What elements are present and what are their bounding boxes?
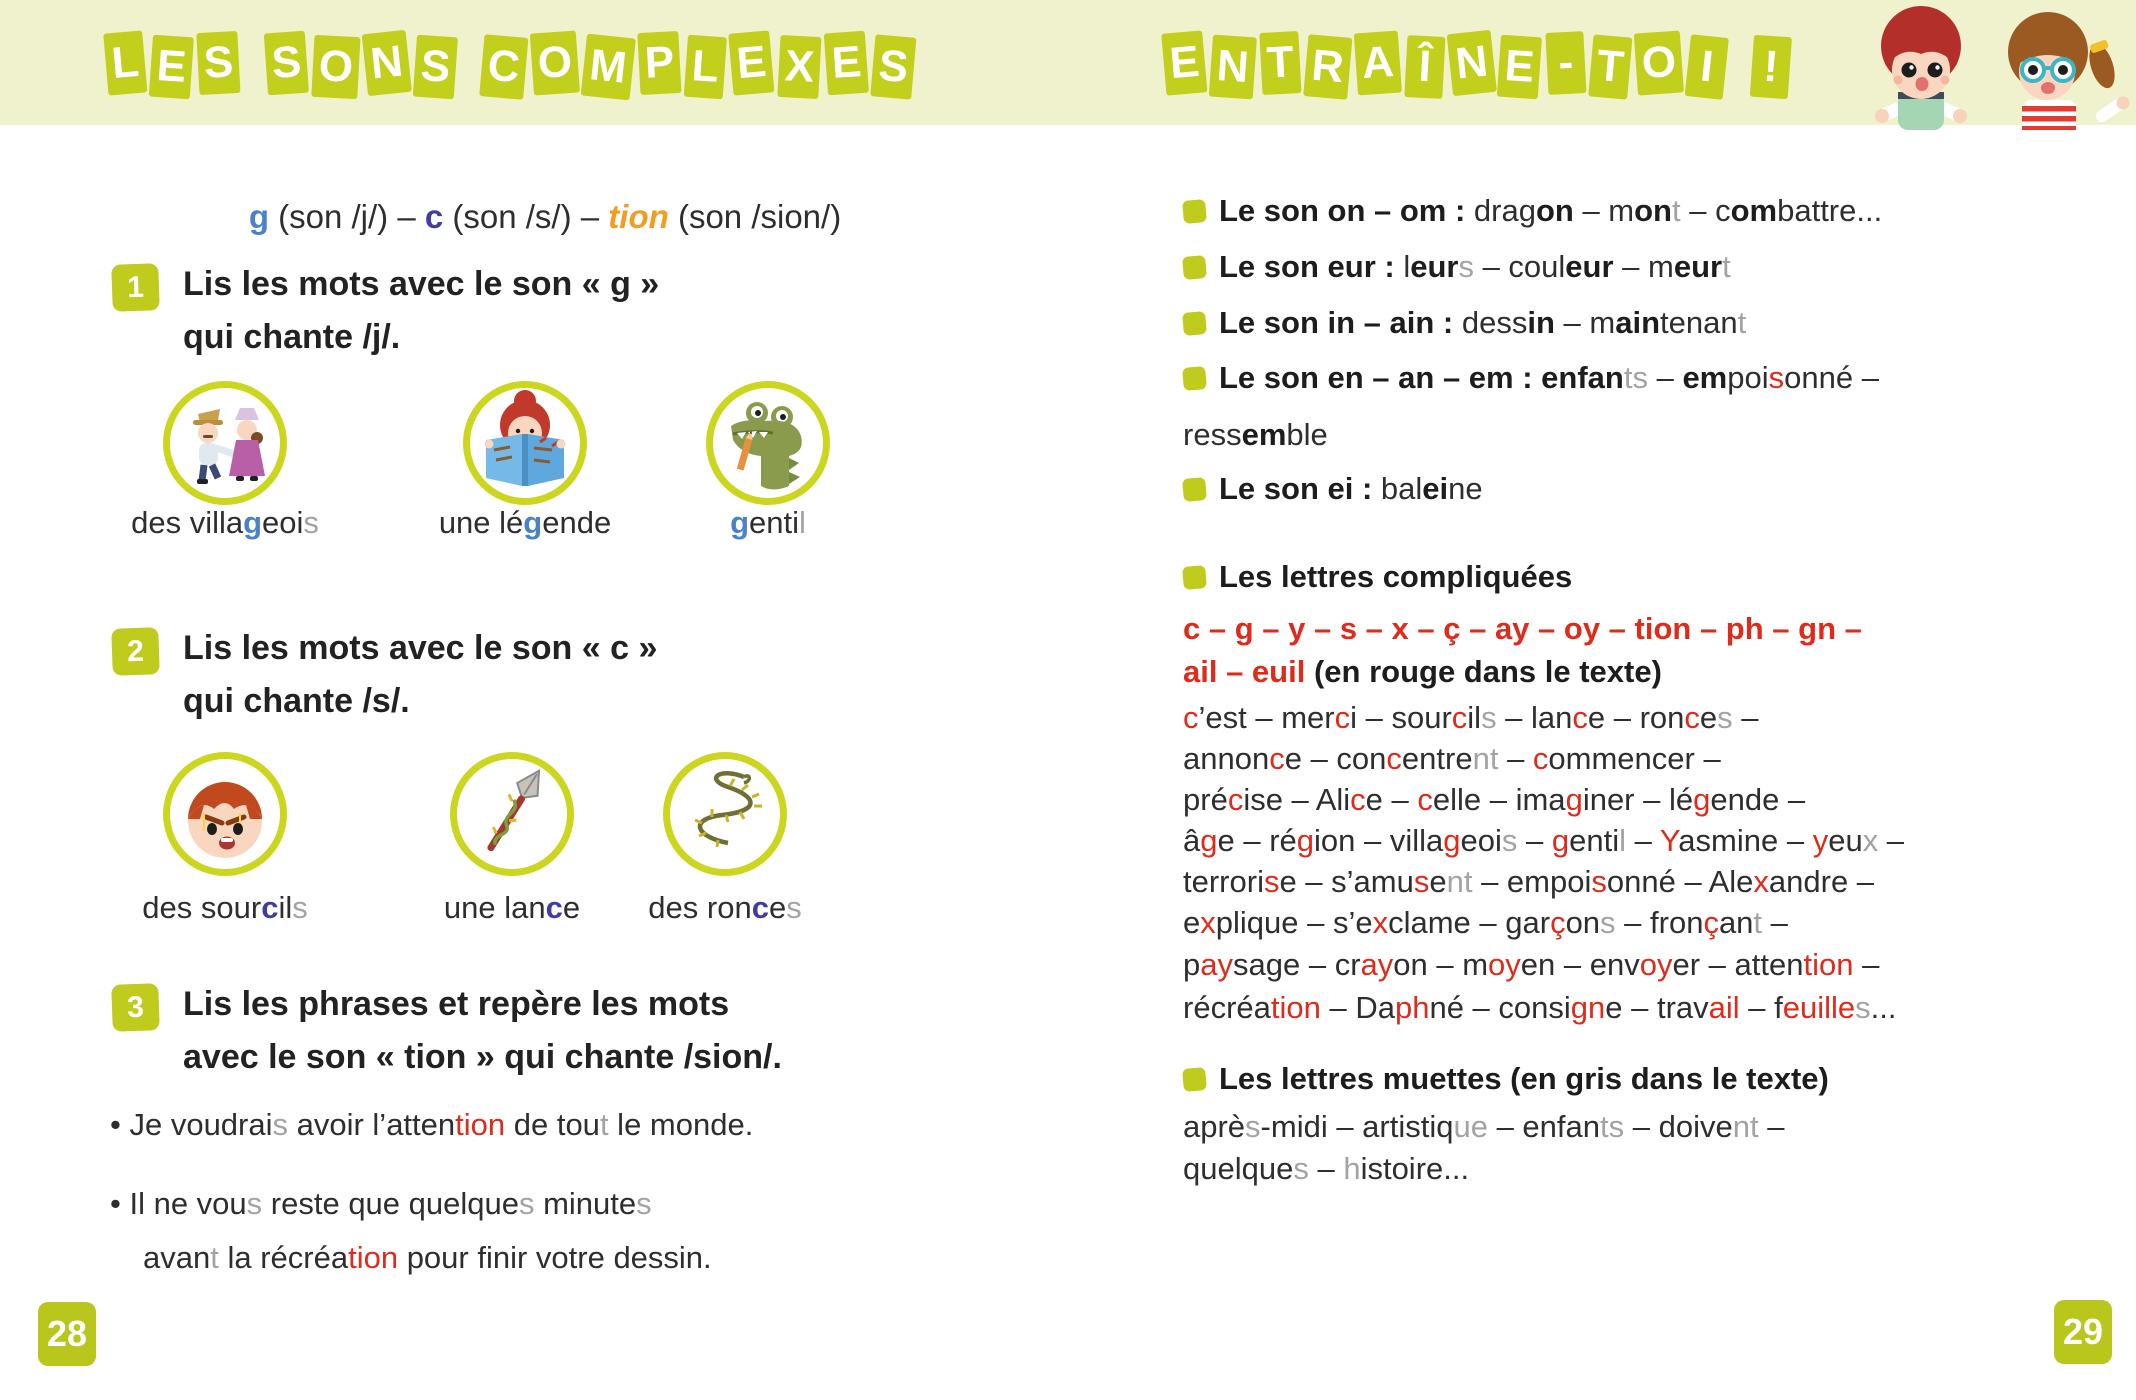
spear-drawing xyxy=(457,759,567,869)
exercise-3-title xyxy=(183,978,782,1084)
exercise-3-number: 3 xyxy=(111,983,160,1032)
son-text: Le son en – an – em : enfants – empoisonné – xyxy=(1219,360,1879,395)
word-line: précise – Alice – celle – imaginer – légende – xyxy=(1183,782,1806,817)
bullet-square-icon xyxy=(1182,255,1207,280)
crocodile-drawing xyxy=(713,388,823,498)
left-page-title: L E S S O N S C O M P L E X E S xyxy=(103,34,918,96)
exercise-line: Lis les mots avec le son « c » xyxy=(183,629,658,667)
son-text: Le son in – ain : dessin – maintenant xyxy=(1219,305,1747,340)
exercise-1-number: 1 xyxy=(111,263,160,312)
word-line: paysage – crayon – moyen – envoyer – attention – xyxy=(1183,947,1880,982)
villageois-image xyxy=(163,381,287,505)
caption-sourcils: des sourcils xyxy=(142,890,308,925)
page-number-right: 29 xyxy=(2054,1300,2112,1364)
boy-illustration xyxy=(1875,6,1967,130)
bullet-square-icon xyxy=(1182,199,1207,224)
ronces-image xyxy=(663,752,787,876)
caption-lance: une lance xyxy=(443,890,581,925)
complicated-letters-list-2: ail – euil (en rouge dans le texte) xyxy=(1183,654,1662,689)
word-line: terrorise – s’amusent – empoisonné – Alexandre – xyxy=(1183,864,1875,899)
word-line: âge – région – villageois – gentil – Yasmine – yeux – xyxy=(1183,823,1905,858)
sentence-2-line-2: avant la récréation pour finir votre dessin. xyxy=(143,1240,712,1275)
exercise-line: qui chante /s/. xyxy=(183,682,410,720)
son-eur-line xyxy=(1183,246,1731,288)
gentil-image xyxy=(706,381,830,505)
caption-villageois: des villageois xyxy=(131,505,319,540)
page-number-left: 28 xyxy=(38,1302,96,1366)
word-line: annonce – concentrent – commencer – xyxy=(1183,741,1721,776)
complicated-letters-list-1: c – g – y – s – x – ç – ay – oy – tion – ph – gn – xyxy=(1183,611,1862,646)
brambles-drawing xyxy=(670,759,780,869)
word-line: récréation – Daphné – consigne – travail – feuilles... xyxy=(1183,990,1897,1025)
villagers-drawing xyxy=(170,388,280,498)
bullet-square-icon xyxy=(1182,1067,1207,1092)
caption-legende: une légende xyxy=(438,505,612,540)
son-text: Le son on – om : dragon – mont – combattre... xyxy=(1219,193,1883,228)
sourcils-image xyxy=(163,752,287,876)
sounds-legend: g (son /j/) – c (son /s/) – tion (son /sion/) xyxy=(248,198,842,235)
bullet-square-icon xyxy=(1182,565,1207,590)
sentence-2-line-1: • Il ne vous reste que quelques minutes xyxy=(110,1186,652,1221)
legende-image xyxy=(463,381,587,505)
right-page-title: E N T R A Î N E - T O I ! xyxy=(1161,34,1793,96)
exercise-2-title xyxy=(183,622,657,728)
son-text: Le son ei : baleine xyxy=(1219,471,1483,506)
ressemble-line: ressemble xyxy=(1183,417,1328,452)
exercise-2-number: 2 xyxy=(111,627,160,676)
son-on-om-line xyxy=(1183,190,1882,232)
exercise-line: qui chante /j/. xyxy=(183,318,401,356)
lance-image xyxy=(450,752,574,876)
bullet-square-icon xyxy=(1182,366,1207,391)
header-text: Les lettres muettes (en gris dans le texte) xyxy=(1219,1061,1829,1096)
header-text: Les lettres compliquées xyxy=(1219,559,1573,594)
exercise-line: avec le son « tion » qui chante /sion/. xyxy=(183,1038,782,1076)
silent-letters-header xyxy=(1183,1058,1829,1100)
son-in-ain-line xyxy=(1183,302,1746,344)
children-illustration xyxy=(1852,0,2134,130)
sentence-1: • Je voudrais avoir l’attention de tout le monde. xyxy=(110,1107,754,1142)
son-text: Le son eur : leurs – couleur – meurt xyxy=(1219,249,1731,284)
son-en-an-em-line xyxy=(1183,357,1879,399)
silent-letters-line-1: après-midi – artistique – enfants – doivent – xyxy=(1183,1109,1785,1144)
word-line: c’est – merci – sourcils – lance – ronces – xyxy=(1183,700,1759,735)
girl-reading-drawing xyxy=(470,388,580,498)
angry-boy-drawing xyxy=(170,759,280,869)
complicated-letters-header xyxy=(1183,556,1572,598)
exercise-line: Lis les phrases et repère les mots xyxy=(183,985,730,1023)
word-line: explique – s’exclame – garçons – fronçant – xyxy=(1183,905,1788,940)
bullet-square-icon xyxy=(1182,477,1207,502)
bullet-square-icon xyxy=(1182,311,1207,336)
caption-ronces: des ronces xyxy=(648,890,802,925)
exercise-1-title xyxy=(183,258,659,364)
exercise-line: Lis les mots avec le son « g » xyxy=(183,265,660,303)
silent-letters-line-2: quelques – histoire... xyxy=(1183,1151,1470,1186)
girl-illustration xyxy=(2008,12,2130,130)
caption-gentil: gentil xyxy=(730,505,806,540)
son-ei-line xyxy=(1183,468,1483,510)
